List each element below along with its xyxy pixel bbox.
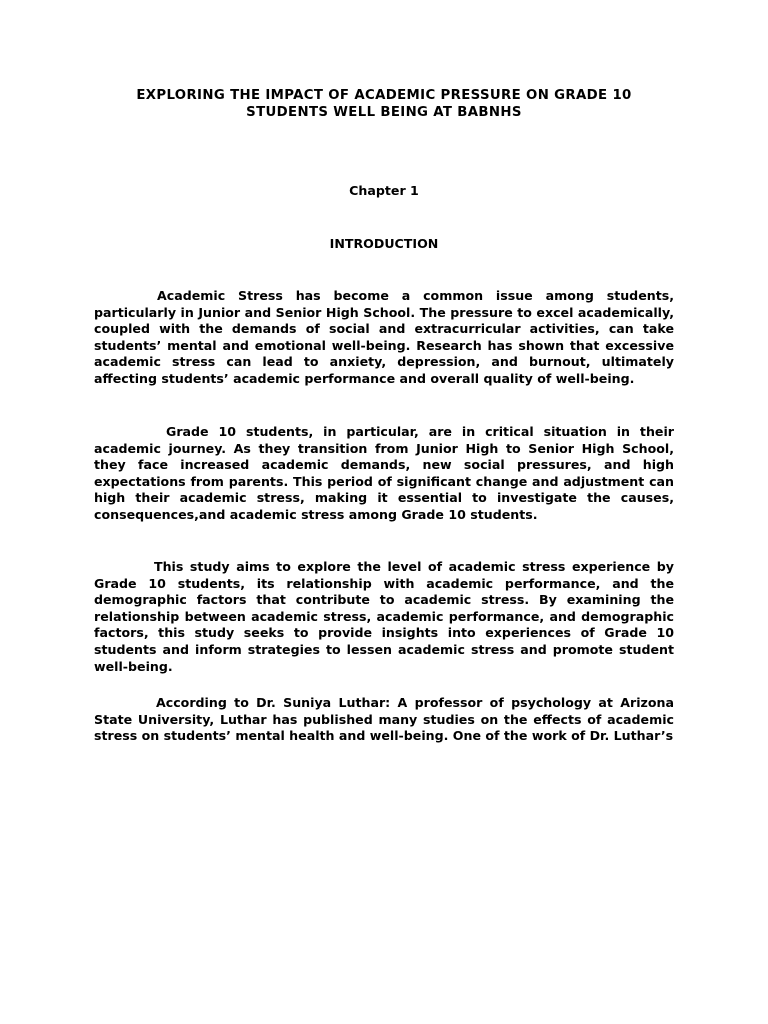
- paragraph-2: Grade 10 students, in particular, are in critical situation in their academic journey. As they transition from Junior High to Senior High School, they face increased academic demands, new social pressures, and high expectations from parents. This period of significant change and adjustment can high their academic stress, making it essential to investigate the causes, consequences,and academic stress among Grade 10 students.: [94, 424, 674, 522]
- paragraph-3: This study aims to explore the level of academic stress experience by Grade 10 students, its relationship with academic performance, and the demographic factors that contribute to academic stress. By examining the relationship between academic stress, academic performance, and demographic factors, this study seeks to provide insights into experiences of Grade 10 students and inform strategies to lessen academic stress and promote student well-being.: [94, 559, 674, 674]
- document-title: EXPLORING THE IMPACT OF ACADEMIC PRESSURE ON GRADE 10 STUDENTS WELL BEING AT BABNHS: [136, 88, 632, 120]
- chapter-heading: Chapter 1: [349, 183, 419, 198]
- paragraph-1: Academic Stress has become a common issue among students, particularly in Junior and Senior High School. The pressure to excel academically, coupled with the demands of social and extracurricular activities, can take students’ mental and emotional well-being. Research has shown that excessive academic stress can lead to anxiety, depression, and burnout, ultimately affecting students’ academic performance and overall quality of well-being.: [94, 288, 674, 386]
- paragraph-4: According to Dr. Suniya Luthar: A professor of psychology at Arizona State University, Luthar has published many studies on the effects of academic stress on students’ mental health and well-being. One of the work of Dr. Luthar’s: [94, 695, 674, 744]
- section-heading: INTRODUCTION: [329, 236, 439, 251]
